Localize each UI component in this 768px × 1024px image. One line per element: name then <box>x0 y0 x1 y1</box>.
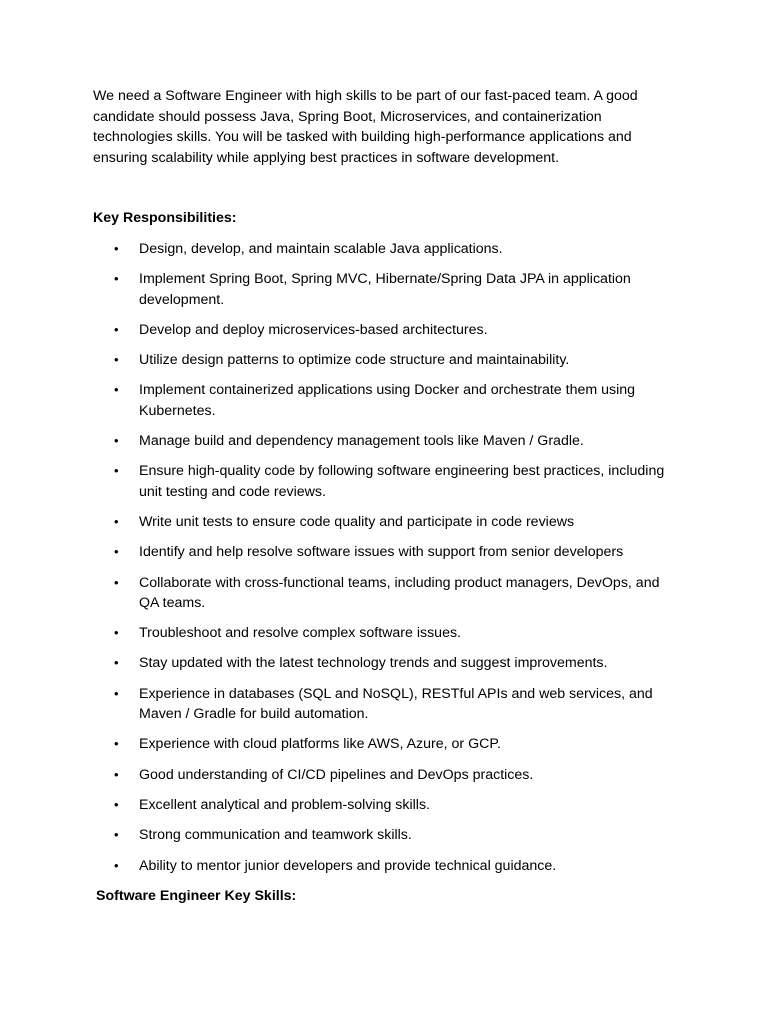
intro-paragraph: We need a Software Engineer with high skills to be part of our fast-paced team. A good candidate should possess Java, Spring Boot, Microservices, and containerization technologies skills. You will be tasked with building high-performance applications and ensuring scalability while applying best practices in software development. <box>93 88 638 166</box>
list-item-text: Troubleshoot and resolve complex software issues. <box>139 625 462 642</box>
bullet-icon: • <box>114 271 119 287</box>
list-item-text: Strong communication and teamwork skills. <box>139 827 412 844</box>
list-item <box>93 795 683 815</box>
skills-heading: Software Engineer Key Skills: <box>96 887 297 904</box>
list-item <box>93 734 683 754</box>
document-page <box>93 86 683 906</box>
list-item <box>93 320 683 340</box>
list-item <box>93 239 683 259</box>
bullet-icon: • <box>114 857 119 873</box>
bullet-icon: • <box>114 625 119 641</box>
list-item <box>93 653 683 673</box>
list-item-text: Implement Spring Boot, Spring MVC, Hibernate/Spring Data JPA in application development. <box>139 271 631 308</box>
bullet-icon: • <box>114 513 119 529</box>
responsibilities-list <box>93 239 683 876</box>
list-item-text: Ensure high-quality code by following software engineering best practices, including unit testing and code reviews. <box>139 463 665 500</box>
list-item-text: Experience with cloud platforms like AWS, Azure, or GCP. <box>139 736 501 753</box>
bullet-icon: • <box>114 544 119 560</box>
list-item-text: Manage build and dependency management tools like Maven / Gradle. <box>139 433 584 450</box>
list-item-text: Identify and help resolve software issues with support from senior developers <box>139 544 624 561</box>
list-item-text: Implement containerized applications using Docker and orchestrate them using Kubernetes. <box>139 382 636 419</box>
bullet-icon: • <box>114 321 119 337</box>
list-item <box>93 542 683 562</box>
responsibilities-heading: Key Responsibilities: <box>93 210 237 226</box>
list-item <box>93 573 683 614</box>
bullet-icon: • <box>114 685 119 701</box>
list-item-text: Collaborate with cross-functional teams, including product managers, DevOps, and QA teams. <box>139 574 660 611</box>
bullet-icon: • <box>114 796 119 812</box>
list-item <box>93 431 683 451</box>
list-item <box>93 765 683 785</box>
bullet-icon: • <box>114 655 119 671</box>
list-item <box>93 380 683 421</box>
list-item-text: Design, develop, and maintain scalable Java applications. <box>139 241 503 257</box>
bullet-icon: • <box>114 766 119 782</box>
bullet-icon: • <box>114 241 119 256</box>
list-item <box>93 623 683 643</box>
list-item-text: Excellent analytical and problem-solving skills. <box>139 796 430 813</box>
list-item-text: Stay updated with the latest technology trends and suggest improvements. <box>139 655 608 672</box>
list-item <box>93 461 683 502</box>
bullet-icon: • <box>114 463 119 479</box>
list-item <box>93 512 683 532</box>
list-item-text: Develop and deploy microservices-based architectures. <box>139 321 488 338</box>
list-item-text: Ability to mentor junior developers and provide technical guidance. <box>139 857 557 874</box>
list-item <box>93 856 683 876</box>
bullet-icon: • <box>114 433 119 449</box>
list-item <box>93 825 683 845</box>
list-item <box>93 350 683 370</box>
list-item-text: Write unit tests to ensure code quality and participate in code reviews <box>139 513 575 530</box>
list-item-text: Good understanding of CI/CD pipelines and DevOps practices. <box>139 766 534 783</box>
bullet-icon: • <box>114 382 119 398</box>
bullet-icon: • <box>114 736 119 752</box>
bullet-icon: • <box>114 352 119 368</box>
bullet-icon: • <box>114 574 119 590</box>
list-item <box>93 684 683 725</box>
bullet-icon: • <box>114 827 119 843</box>
list-item-text: Experience in databases (SQL and NoSQL), RESTful APIs and web services, and Maven / Gradle for build automation. <box>139 685 653 723</box>
list-item-text: Utilize design patterns to optimize code structure and maintainability. <box>139 352 570 369</box>
list-item <box>93 269 683 310</box>
